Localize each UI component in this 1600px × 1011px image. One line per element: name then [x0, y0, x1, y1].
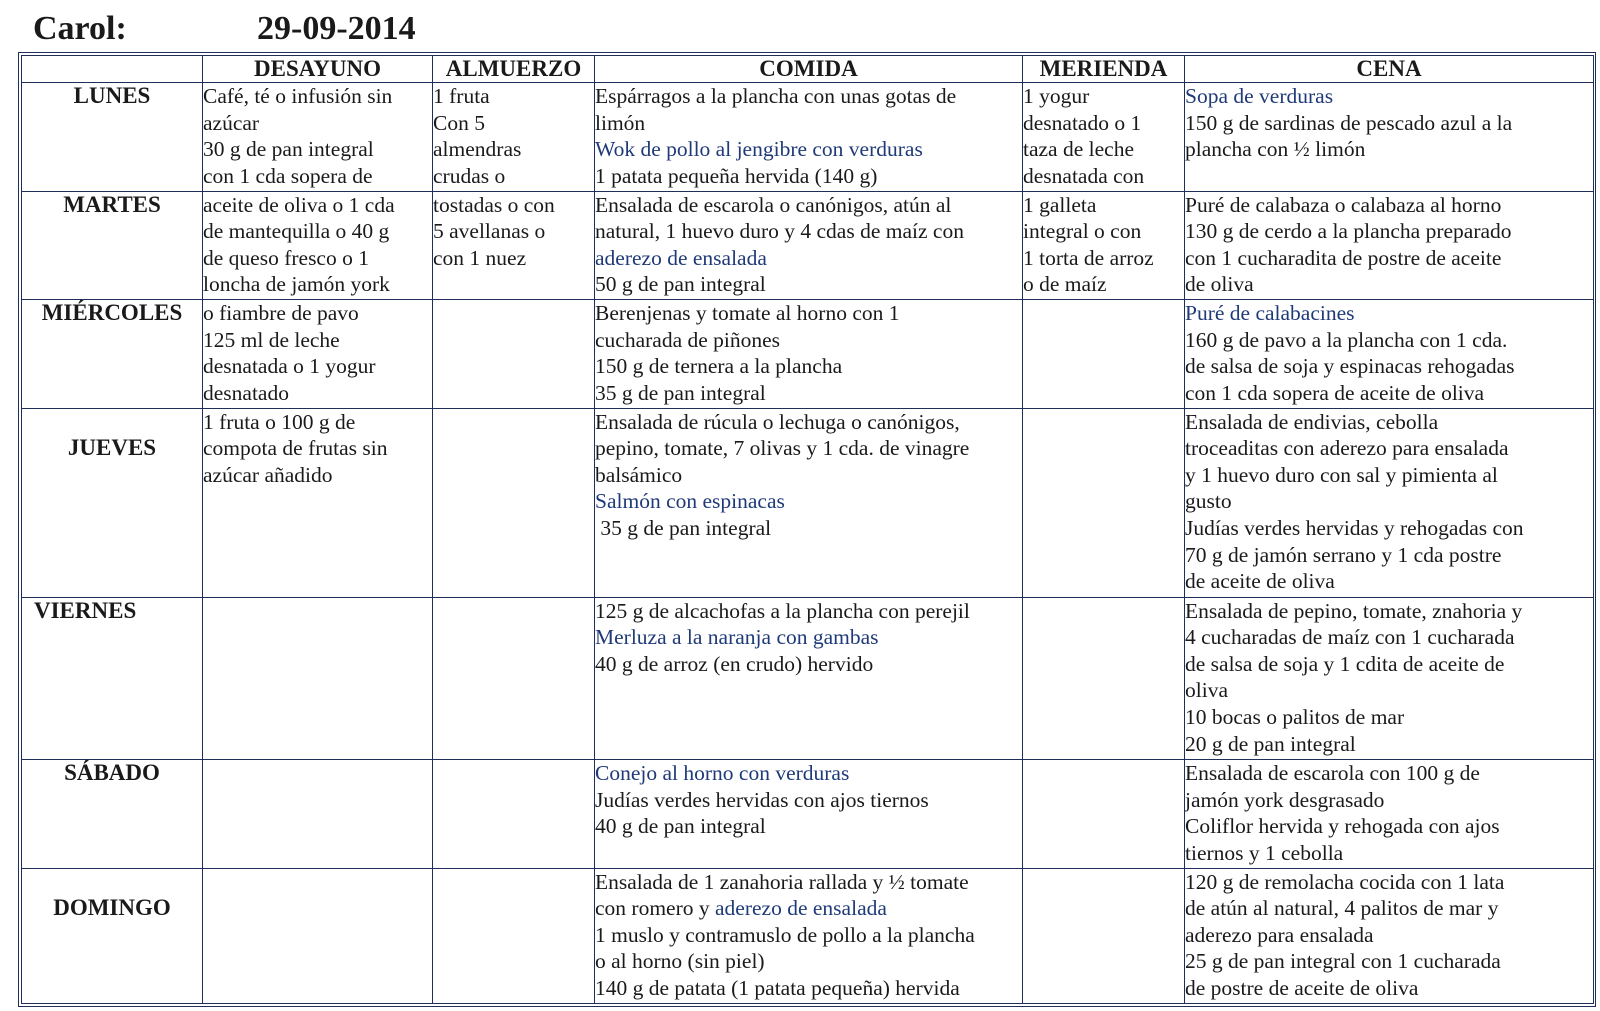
meal-line: pepino, tomate, 7 olivas y 1 cda. de vinagre — [595, 436, 970, 461]
meal-line: 1 torta de arroz — [1023, 245, 1154, 270]
meal-line: Judías verdes hervidas y rehogadas con — [1185, 515, 1524, 540]
cell-desayuno — [203, 868, 433, 1004]
meal-line: con romero y aderezo de ensalada — [595, 896, 887, 921]
meal-line: Ensalada de 1 zanahoria rallada y ½ tomate — [595, 869, 969, 894]
meal-line: 40 g de pan integral — [595, 814, 766, 839]
recipe-link[interactable]: Wok de pollo al jengibre con verduras — [595, 137, 923, 162]
cell-comida — [595, 597, 1023, 759]
cell-merienda — [1023, 597, 1185, 759]
meal-line: desnatada con — [1023, 163, 1145, 188]
meal-line: Café, té o infusión sin — [203, 84, 393, 108]
meal-line: 1 galleta — [1023, 192, 1097, 217]
column-header-cena: CENA — [1185, 56, 1594, 83]
cell-cena — [1185, 597, 1594, 759]
meal-line: 140 g de patata (1 patata pequeña) hervida — [595, 975, 960, 1000]
meal-line: desnatado o 1 — [1023, 110, 1142, 135]
cell-almuerzo — [433, 408, 595, 597]
meal-line: gusto — [1185, 489, 1232, 514]
column-header-day — [22, 56, 203, 83]
cell-merienda — [1023, 300, 1185, 409]
cell-merienda — [1023, 191, 1185, 300]
column-header-desayuno: DESAYUNO — [203, 56, 433, 83]
meal-line: Ensalada de endivias, cebolla — [1185, 409, 1439, 434]
meal-line: Ensalada de escarola o canónigos, atún al — [595, 192, 952, 217]
meal-line: 120 g de remolacha cocida con 1 lata — [1185, 869, 1505, 894]
table-row-martes — [22, 191, 1594, 300]
meal-line: Con 5 — [433, 110, 485, 135]
table-row-jueves — [22, 408, 1594, 597]
cell-desayuno — [203, 597, 433, 759]
meal-line: 40 g de arroz (en crudo) hervido — [595, 651, 874, 676]
meal-line: plancha con ½ limón — [1185, 137, 1366, 162]
cell-cena — [1185, 191, 1594, 300]
meal-line: Espárragos a la plancha con unas gotas de — [595, 84, 957, 108]
meal-line: o de maíz — [1023, 272, 1107, 297]
cell-desayuno — [203, 191, 433, 300]
meal-line: desnatado — [203, 380, 289, 405]
meal-line: 125 ml de leche — [203, 327, 340, 352]
cell-merienda — [1023, 759, 1185, 868]
meal-line: y 1 huevo duro con sal y pimienta al — [1185, 462, 1498, 487]
meal-line: 35 g de pan integral — [595, 380, 766, 405]
meal-line: de salsa de soja y espinacas rehogadas — [1185, 354, 1515, 379]
cell-almuerzo — [433, 759, 595, 868]
meal-line: 1 fruta o 100 g de — [203, 409, 356, 434]
day-label: MIÉRCOLES — [22, 300, 203, 409]
cell-comida — [595, 759, 1023, 868]
day-label: LUNES — [22, 83, 203, 192]
recipe-link[interactable]: Conejo al horno con verduras — [595, 760, 850, 785]
meal-line: 30 g de pan integral — [203, 137, 374, 162]
cell-desayuno — [203, 408, 433, 597]
meal-line: Ensalada de pepino, tomate, znahoria y — [1185, 598, 1523, 623]
cell-cena — [1185, 759, 1594, 868]
meal-line: o fiambre de pavo — [203, 301, 359, 326]
cell-almuerzo — [433, 868, 595, 1004]
meal-line: aderezo para ensalada — [1185, 922, 1374, 947]
meal-line: Puré de calabaza o calabaza al horno — [1185, 192, 1502, 217]
meal-line: 4 cucharadas de maíz con 1 cucharada — [1185, 625, 1515, 650]
day-label: VIERNES — [22, 597, 203, 759]
meal-line: troceaditas con aderezo para ensalada — [1185, 436, 1509, 461]
meal-line: Ensalada de rúcula o lechuga o canónigos, — [595, 409, 960, 434]
cell-desayuno — [203, 300, 433, 409]
meal-line: 1 muslo y contramuslo de pollo a la plancha — [595, 922, 975, 947]
meal-line: de salsa de soja y 1 cdita de aceite de — [1185, 651, 1505, 676]
column-header-comida: COMIDA — [595, 56, 1023, 83]
meal-line: con 1 cda sopera de — [203, 163, 373, 188]
meal-line: o al horno (sin piel) — [595, 949, 765, 974]
meal-line: tiernos y 1 cebolla — [1185, 840, 1344, 865]
cell-comida — [595, 83, 1023, 192]
table-row-sabado — [22, 759, 1594, 868]
cell-cena — [1185, 408, 1594, 597]
cell-desayuno — [203, 83, 433, 192]
plan-date: 29-09-2014 — [257, 10, 416, 47]
meal-line: 35 g de pan integral — [595, 515, 772, 540]
table-row-miercoles — [22, 300, 1594, 409]
recipe-link[interactable]: Sopa de verduras — [1185, 84, 1334, 108]
meal-line: 150 g de sardinas de pescado azul a la — [1185, 110, 1513, 135]
column-header-merienda: MERIENDA — [1023, 56, 1185, 83]
table-row-lunes — [22, 83, 1594, 192]
meal-line: con 1 nuez — [433, 245, 527, 270]
meal-line: 130 g de cerdo a la plancha preparado — [1185, 219, 1512, 244]
meal-line: 125 g de alcachofas a la plancha con perejil — [595, 598, 970, 623]
cell-almuerzo — [433, 83, 595, 192]
meal-line: de atún al natural, 4 palitos de mar y — [1185, 896, 1499, 921]
weekly-menu-table — [21, 55, 1594, 1004]
cell-cena — [1185, 83, 1594, 192]
meal-line: 50 g de pan integral — [595, 272, 766, 297]
meal-line: Coliflor hervida y rehogada con ajos — [1185, 814, 1500, 839]
cell-comida — [595, 408, 1023, 597]
meal-line: con 1 cda sopera de aceite de oliva — [1185, 380, 1485, 405]
meal-line: 160 g de pavo a la plancha con 1 cda. — [1185, 327, 1508, 352]
meal-line: de aceite de oliva — [1185, 569, 1335, 594]
meal-line: de queso fresco o 1 — [203, 245, 369, 270]
table-row-domingo — [22, 868, 1594, 1004]
meal-line: natural, 1 huevo duro y 4 cdas de maíz con — [595, 219, 964, 244]
column-header-almuerzo: ALMUERZO — [433, 56, 595, 83]
meal-line: Ensalada de escarola con 100 g de — [1185, 760, 1480, 785]
cell-comida — [595, 191, 1023, 300]
recipe-link[interactable]: Salmón con espinacas — [595, 489, 785, 514]
meal-line: tostadas o con — [433, 192, 555, 217]
day-label: DOMINGO — [22, 868, 203, 1004]
meal-line: crudas o — [433, 163, 506, 188]
header-row — [22, 56, 1594, 83]
meal-line: 10 bocas o palitos de mar — [1185, 705, 1405, 730]
meal-line: 70 g de jamón serrano y 1 cda postre — [1185, 542, 1502, 567]
meal-line: azúcar añadido — [203, 462, 333, 487]
cell-merienda — [1023, 408, 1185, 597]
cell-cena — [1185, 868, 1594, 1004]
cell-merienda — [1023, 868, 1185, 1004]
cell-comida — [595, 300, 1023, 409]
meal-line: Judías verdes hervidas con ajos tiernos — [595, 787, 929, 812]
meal-line: azúcar — [203, 110, 260, 135]
table-row-viernes — [22, 597, 1594, 759]
recipe-link[interactable]: aderezo de ensalada — [595, 245, 767, 270]
meal-line: 25 g de pan integral con 1 cucharada — [1185, 949, 1501, 974]
cell-almuerzo — [433, 300, 595, 409]
recipe-link[interactable]: Merluza a la naranja con gambas — [595, 625, 879, 650]
meal-line: de postre de aceite de oliva — [1185, 975, 1419, 1000]
meal-line: compota de frutas sin — [203, 436, 388, 461]
meal-line: 1 yogur — [1023, 84, 1090, 108]
meal-line: oliva — [1185, 678, 1228, 703]
meal-line: de mantequilla o 40 g — [203, 219, 390, 244]
meal-line: desnatada o 1 yogur — [203, 354, 376, 379]
cell-merienda — [1023, 83, 1185, 192]
meal-line: almendras — [433, 137, 522, 162]
meal-line: 20 g de pan integral — [1185, 731, 1356, 756]
cell-cena — [1185, 300, 1594, 409]
meal-line: Berenjenas y tomate al horno con 1 — [595, 301, 900, 326]
recipe-link[interactable]: Puré de calabacines — [1185, 301, 1355, 326]
cell-almuerzo — [433, 191, 595, 300]
day-label: SÁBADO — [22, 759, 203, 868]
day-label: JUEVES — [22, 408, 203, 597]
meal-line: loncha de jamón york — [203, 272, 390, 297]
meal-line: integral o con — [1023, 219, 1142, 244]
meal-line: aceite de oliva o 1 cda — [203, 192, 395, 217]
meal-line: 1 fruta — [433, 84, 490, 108]
meal-line: cucharada de piñones — [595, 327, 781, 352]
weekly-menu-frame — [18, 52, 1596, 1007]
cell-almuerzo — [433, 597, 595, 759]
recipe-link[interactable]: aderezo de ensalada — [715, 896, 887, 921]
cell-desayuno — [203, 759, 433, 868]
meal-line: jamón york desgrasado — [1185, 787, 1385, 812]
day-label: MARTES — [22, 191, 203, 300]
person-name: Carol: — [33, 10, 127, 47]
meal-line: limón — [595, 110, 646, 135]
meal-line: con 1 cucharadita de postre de aceite — [1185, 245, 1502, 270]
meal-line: balsámico — [595, 462, 683, 487]
meal-line: taza de leche — [1023, 137, 1134, 162]
meal-line: 150 g de ternera a la plancha — [595, 354, 843, 379]
meal-line: de oliva — [1185, 272, 1254, 297]
meal-line: 5 avellanas o — [433, 219, 546, 244]
cell-comida — [595, 868, 1023, 1004]
meal-line: 1 patata pequeña hervida (140 g) — [595, 163, 878, 188]
